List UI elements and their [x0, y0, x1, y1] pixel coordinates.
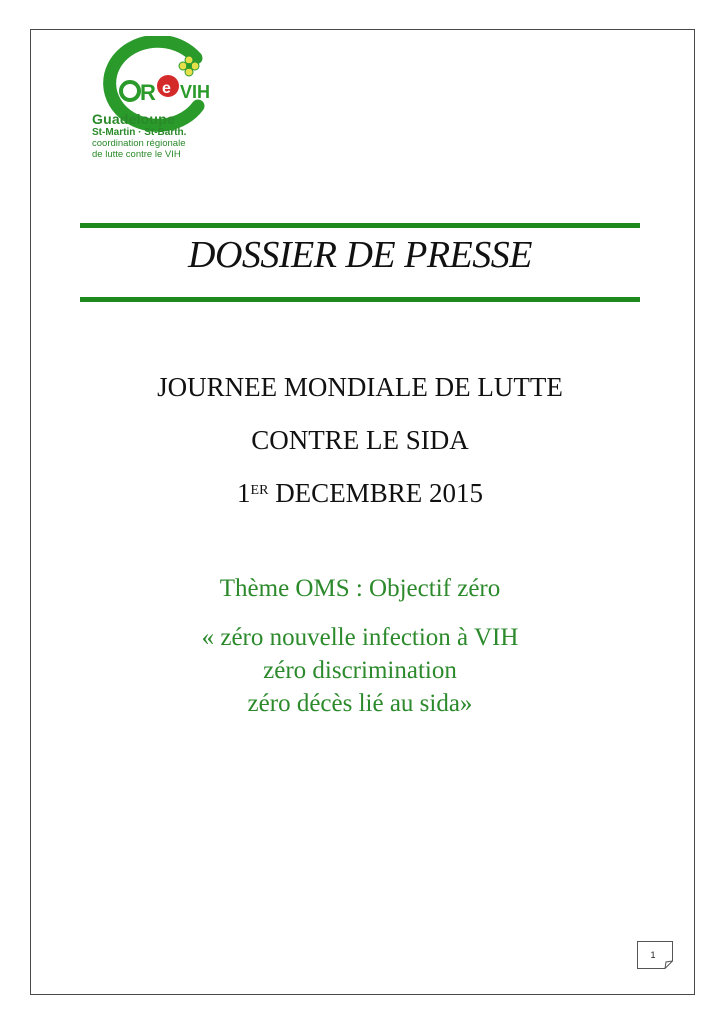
title-rule-bottom — [80, 297, 640, 302]
heading-line-1: JOURNEE MONDIALE DE LUTTE — [157, 372, 563, 402]
objective-line-2: zéro discrimination — [263, 657, 457, 684]
logo-tagline-1: coordination régionale — [92, 138, 186, 149]
logo-region: Guadeloupe — [92, 111, 175, 127]
heading-date — [60, 477, 660, 509]
objective-line-3: zéro décès lié au sida» — [247, 690, 473, 717]
theme-line: Thème OMS : Objectif zéro — [219, 575, 501, 602]
page-frame — [30, 29, 695, 995]
logo-tagline-2: de lutte contre le VIH — [92, 148, 181, 160]
heading-line-2: CONTRE LE SIDA — [251, 425, 469, 455]
svg-text:R: R — [140, 80, 156, 105]
date-rest: DECEMBRE 2015 — [268, 478, 483, 508]
objective-line-1: « zéro nouvelle infection à VIH — [201, 624, 519, 651]
date-superscript: ER — [250, 483, 269, 498]
logo-text — [92, 112, 242, 160]
document-title: DOSSIER DE PRESSE — [188, 234, 532, 276]
svg-text:VIH: VIH — [180, 82, 211, 102]
page-number: 1 — [650, 950, 656, 960]
logo-islands: St-Martin · St-Barth. — [92, 127, 187, 138]
date-prefix: 1 — [237, 478, 251, 508]
svg-text:e: e — [162, 80, 171, 97]
